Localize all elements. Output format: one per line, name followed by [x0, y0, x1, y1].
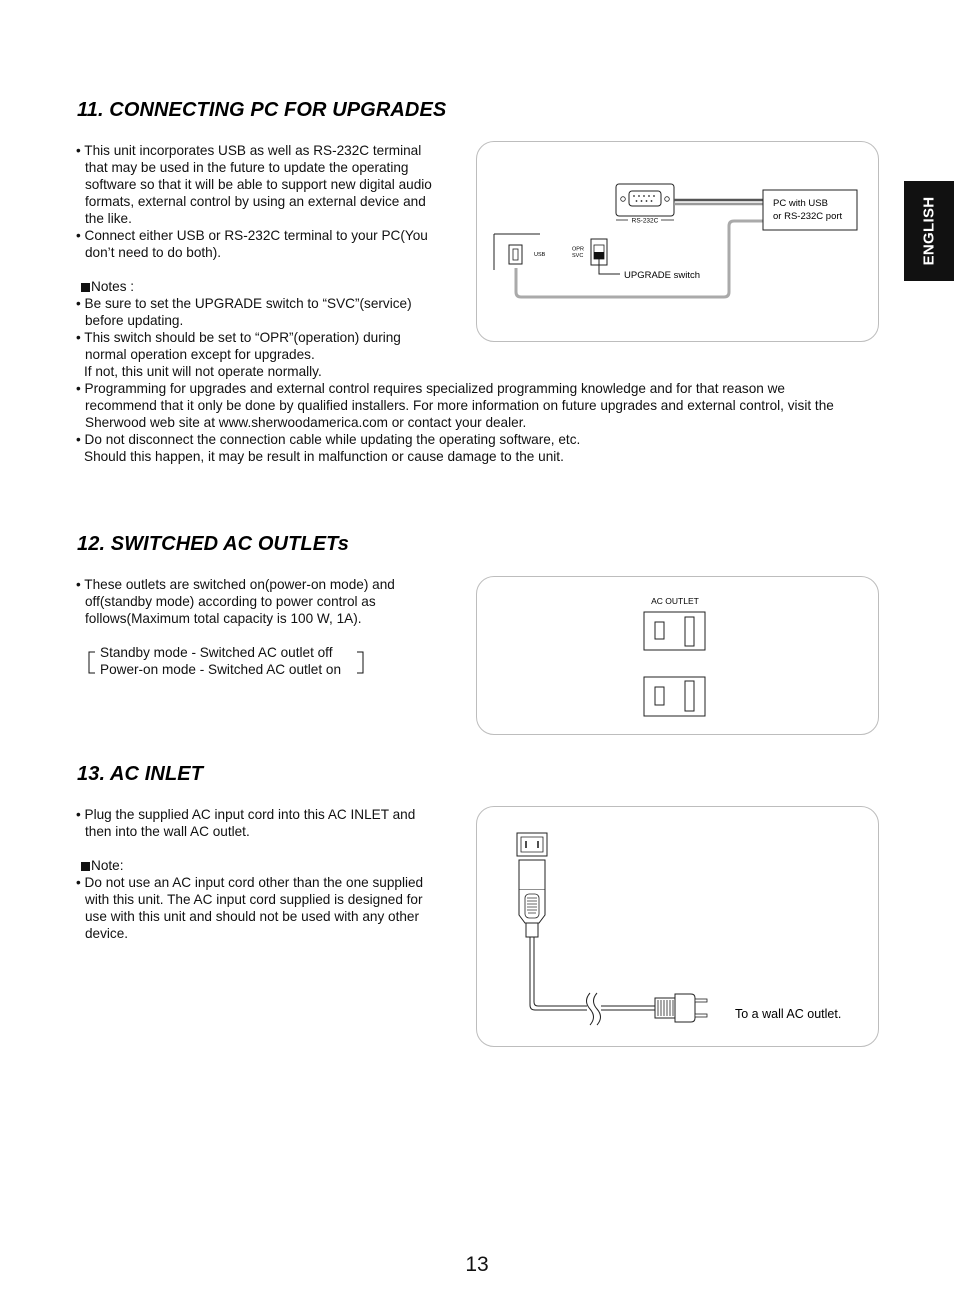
pc-connection-diagram: [476, 141, 879, 342]
notes-heading: [76, 278, 461, 295]
text-line: • This switch should be set to “OPR”(operation) during: [76, 330, 401, 345]
section-11-intro: [76, 142, 461, 380]
text-line: Sherwood web site at www.sherwoodamerica.com or contact your dealer.: [85, 415, 527, 430]
note-label: Note:: [91, 858, 124, 873]
pc-box: [763, 190, 857, 230]
text-line: with this unit. The AC input cord supplied is designed for: [85, 892, 423, 907]
text-line: before updating.: [85, 313, 184, 328]
section-12-text: [76, 576, 461, 627]
text-line: follows(Maximum total capacity is 100 W, 1A).: [85, 611, 362, 626]
ac-outlet-1-icon: [644, 612, 705, 650]
language-tab-label: ENGLISH: [920, 196, 938, 266]
mode-poweron: Power-on mode - Switched AC outlet on: [100, 662, 342, 677]
note-square-icon: [81, 862, 90, 871]
svc-label: SVC: [572, 253, 584, 259]
bullet-connect: [76, 227, 461, 261]
text-line: Should this happen, it may be result in malfunction or cause damage to the unit.: [84, 449, 564, 464]
mode-standby: Standby mode - Switched AC outlet off: [100, 645, 333, 660]
text-line: the like.: [85, 211, 132, 226]
pc-label-line1: PC with USB: [773, 198, 828, 209]
ac-outlet-diagram: [476, 576, 879, 735]
opr-label: OPR: [572, 246, 584, 253]
text-line: don’t need to do both).: [85, 245, 222, 260]
text-line: off(standby mode) according to power control as: [85, 594, 376, 609]
note-cord: [76, 874, 461, 942]
text-line: use with this unit and should not be used with any other: [85, 909, 420, 924]
ac-inlet-diagram: [476, 806, 879, 1047]
ac-outlet-label: AC OUTLET: [651, 596, 699, 606]
usb-label: USB: [534, 252, 546, 258]
bullet-plug: [76, 806, 461, 840]
text-line: normal operation except for upgrades.: [85, 347, 315, 362]
note-opr: [76, 329, 461, 380]
note-disconnect: [76, 431, 896, 465]
section-13-text: [76, 806, 461, 942]
text-line: • These outlets are switched on(power-on mode) and: [76, 577, 395, 592]
text-line: software so that it will be able to support new digital audio: [85, 177, 432, 192]
section-12-title: 12. SWITCHED AC OUTLETs: [77, 533, 349, 555]
text-line: recommend that it only be done by qualified installers. For more information on future upgrades and external control, visit the: [85, 398, 834, 413]
section-13-title: 13. AC INLET: [77, 763, 204, 785]
text-line: • Programming for upgrades and external control requires specialized programming knowledge and for that reason we: [76, 381, 785, 396]
pc-label-line2: or RS-232C port: [773, 211, 843, 222]
rs232c-port-icon: [616, 184, 674, 220]
note-heading: [76, 857, 461, 874]
note-square-icon: [81, 283, 90, 292]
note-programming: [76, 380, 896, 431]
text-line: that may be used in the future to update the operating: [85, 160, 409, 175]
bullet-usb-rs232c: [76, 142, 461, 227]
page-number: 13: [465, 1253, 489, 1276]
text-line: • Do not disconnect the connection cable while updating the operating software, etc.: [76, 432, 581, 447]
ac-outlet-2-icon: [644, 677, 705, 716]
text-line: • Be sure to set the UPGRADE switch to “SVC”(service): [76, 296, 412, 311]
text-line: • Do not use an AC input cord other than the one supplied: [76, 875, 424, 890]
pc-connection-svg: [477, 142, 878, 341]
ac-inlet-icon: [517, 833, 547, 856]
rs232c-label: RS-232C: [631, 217, 659, 225]
section-11-title: 11. CONNECTING PC FOR UPGRADES: [77, 99, 447, 121]
wall-outlet-label: To a wall AC outlet.: [735, 1007, 842, 1021]
language-tab: [904, 181, 954, 281]
text-line: If not, this unit will not operate normally.: [84, 364, 322, 379]
note-svc: [76, 295, 461, 329]
section-11-notes-wide: [76, 380, 896, 465]
text-line: formats, external control by using an external device and: [85, 194, 426, 209]
bullet-outlets: [76, 576, 461, 627]
inlet-plug-icon: [519, 860, 545, 937]
ac-outlet-svg: [477, 577, 878, 734]
text-line: then into the wall AC outlet.: [85, 824, 250, 839]
wall-plug-icon: [655, 994, 707, 1022]
text-line: • Connect either USB or RS-232C terminal to your PC(You: [76, 228, 428, 243]
notes-label: Notes :: [91, 279, 135, 294]
text-line: • This unit incorporates USB as well as RS-232C terminal: [76, 143, 422, 158]
text-line: device.: [85, 926, 129, 941]
upgrade-switch-label: UPGRADE switch: [624, 270, 701, 281]
text-line: • Plug the supplied AC input cord into this AC INLET and: [76, 807, 416, 822]
ac-inlet-svg: [477, 807, 878, 1046]
